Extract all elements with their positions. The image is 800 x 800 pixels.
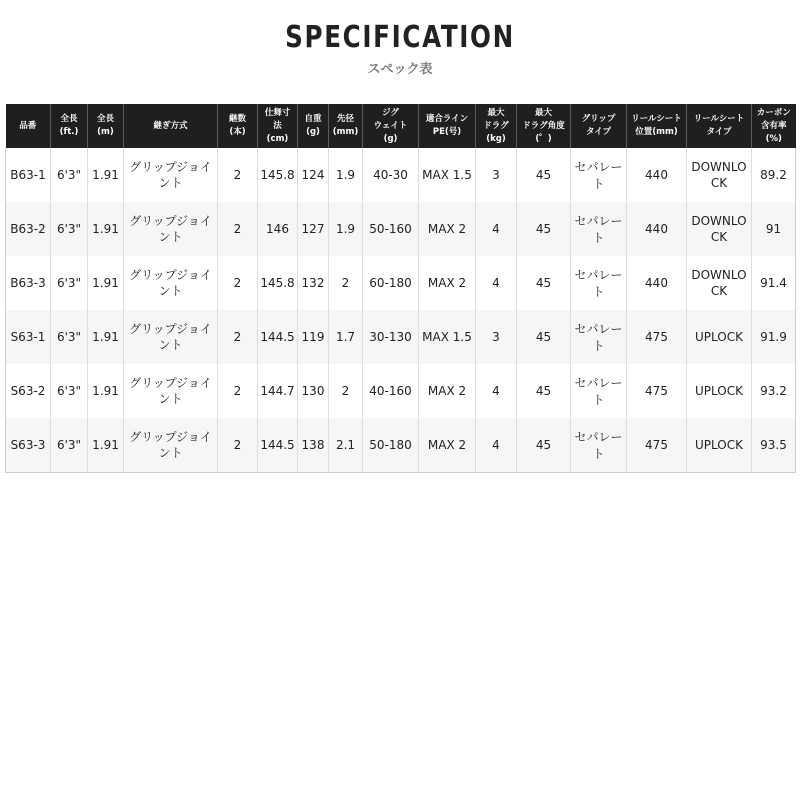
cell-pieces: 2 [218,202,258,256]
cell-max-drag: 3 [476,310,517,364]
cell-reel-seat-position: 475 [627,364,687,418]
table-row [6,148,796,202]
col-header-max-drag-angle: 最大 ドラグ角度 (゜) [517,104,571,148]
table-row [6,202,796,256]
cell-line-pe: MAX 2 [419,418,476,473]
cell-grip-type: セパレート [571,148,627,202]
cell-tip-diameter: 2.1 [329,418,363,473]
cell-reel-seat-position: 475 [627,418,687,473]
cell-line-pe: MAX 2 [419,364,476,418]
cell-closed-length: 145.8 [258,148,298,202]
cell-tip-diameter: 1.9 [329,202,363,256]
col-header-closed-length: 仕舞寸 法 (cm) [258,104,298,148]
col-header-weight: 自重 (g) [298,104,329,148]
cell-reel-seat-type: DOWNLOCK [687,256,752,310]
table-row [6,364,796,418]
cell-joint-type: グリップジョイント [124,256,218,310]
cell-length-m: 1.91 [88,364,124,418]
cell-max-drag: 4 [476,418,517,473]
cell-length-ft: 6'3" [51,202,88,256]
cell-carbon-content: 91.4 [752,256,796,310]
cell-joint-type: グリップジョイント [124,418,218,473]
cell-pieces: 2 [218,364,258,418]
page-title: SPECIFICATION [285,20,515,55]
cell-weight: 127 [298,202,329,256]
cell-length-m: 1.91 [88,310,124,364]
cell-model: B63-1 [6,148,51,202]
cell-model: B63-2 [6,202,51,256]
cell-max-drag: 4 [476,256,517,310]
cell-length-ft: 6'3" [51,418,88,473]
table-row [6,418,796,473]
cell-length-m: 1.91 [88,256,124,310]
cell-max-drag-angle: 45 [517,256,571,310]
cell-jig-weight: 40-30 [363,148,419,202]
cell-model: S63-3 [6,418,51,473]
cell-pieces: 2 [218,256,258,310]
cell-length-ft: 6'3" [51,256,88,310]
cell-tip-diameter: 1.7 [329,310,363,364]
cell-model: S63-2 [6,364,51,418]
cell-max-drag-angle: 45 [517,364,571,418]
cell-reel-seat-position: 440 [627,202,687,256]
cell-model: B63-3 [6,256,51,310]
cell-weight: 130 [298,364,329,418]
cell-closed-length: 144.7 [258,364,298,418]
cell-grip-type: セパレート [571,256,627,310]
cell-carbon-content: 91.9 [752,310,796,364]
col-header-reel-seat-type: リールシート タイプ [687,104,752,148]
cell-length-ft: 6'3" [51,310,88,364]
cell-pieces: 2 [218,418,258,473]
cell-length-m: 1.91 [88,202,124,256]
cell-jig-weight: 50-180 [363,418,419,473]
cell-weight: 124 [298,148,329,202]
col-header-grip-type: グリップ タイプ [571,104,627,148]
cell-model: S63-1 [6,310,51,364]
cell-max-drag: 4 [476,364,517,418]
col-header-length-ft: 全長 (ft.) [51,104,88,148]
col-header-jig-weight: ジグ ウェイト (g) [363,104,419,148]
cell-joint-type: グリップジョイント [124,202,218,256]
cell-carbon-content: 93.5 [752,418,796,473]
cell-length-ft: 6'3" [51,148,88,202]
spec-table [5,104,796,473]
col-header-line-pe: 適合ライン PE(号) [419,104,476,148]
cell-reel-seat-type: DOWNLOCK [687,148,752,202]
cell-reel-seat-type: UPLOCK [687,418,752,473]
cell-carbon-content: 91 [752,202,796,256]
table-header-row [6,104,796,148]
cell-length-m: 1.91 [88,418,124,473]
cell-reel-seat-position: 440 [627,256,687,310]
cell-pieces: 2 [218,148,258,202]
cell-reel-seat-type: DOWNLOCK [687,202,752,256]
cell-max-drag-angle: 45 [517,310,571,364]
cell-reel-seat-position: 440 [627,148,687,202]
cell-grip-type: セパレート [571,310,627,364]
cell-jig-weight: 40-160 [363,364,419,418]
col-header-pieces: 継数 (本) [218,104,258,148]
cell-max-drag-angle: 45 [517,418,571,473]
cell-length-ft: 6'3" [51,364,88,418]
cell-closed-length: 146 [258,202,298,256]
cell-reel-seat-type: UPLOCK [687,310,752,364]
cell-max-drag-angle: 45 [517,202,571,256]
col-header-max-drag: 最大 ドラグ (kg) [476,104,517,148]
cell-weight: 119 [298,310,329,364]
cell-max-drag: 3 [476,148,517,202]
cell-closed-length: 145.8 [258,256,298,310]
cell-reel-seat-type: UPLOCK [687,364,752,418]
cell-tip-diameter: 2 [329,364,363,418]
cell-line-pe: MAX 1.5 [419,148,476,202]
cell-weight: 138 [298,418,329,473]
cell-line-pe: MAX 2 [419,202,476,256]
cell-closed-length: 144.5 [258,310,298,364]
cell-grip-type: セパレート [571,418,627,473]
table-row [6,310,796,364]
cell-weight: 132 [298,256,329,310]
cell-length-m: 1.91 [88,148,124,202]
cell-pieces: 2 [218,310,258,364]
cell-jig-weight: 50-160 [363,202,419,256]
page-subtitle: スペック表 [367,62,433,77]
cell-joint-type: グリップジョイント [124,364,218,418]
cell-reel-seat-position: 475 [627,310,687,364]
cell-jig-weight: 60-180 [363,256,419,310]
col-header-length-m: 全長 (m) [88,104,124,148]
cell-tip-diameter: 1.9 [329,148,363,202]
cell-max-drag-angle: 45 [517,148,571,202]
cell-grip-type: セパレート [571,364,627,418]
cell-closed-length: 144.5 [258,418,298,473]
table-row [6,256,796,310]
cell-carbon-content: 93.2 [752,364,796,418]
cell-line-pe: MAX 1.5 [419,310,476,364]
cell-line-pe: MAX 2 [419,256,476,310]
cell-max-drag: 4 [476,202,517,256]
cell-tip-diameter: 2 [329,256,363,310]
cell-joint-type: グリップジョイント [124,310,218,364]
col-header-reel-seat-position: リールシート 位置(mm) [627,104,687,148]
col-header-tip-diameter: 先径 (mm) [329,104,363,148]
col-header-carbon-content: カーボン 含有率 (%) [752,104,796,148]
col-header-model: 品番 [6,104,51,148]
cell-carbon-content: 89.2 [752,148,796,202]
cell-grip-type: セパレート [571,202,627,256]
col-header-joint-type: 継ぎ方式 [124,104,218,148]
cell-jig-weight: 30-130 [363,310,419,364]
cell-joint-type: グリップジョイント [124,148,218,202]
